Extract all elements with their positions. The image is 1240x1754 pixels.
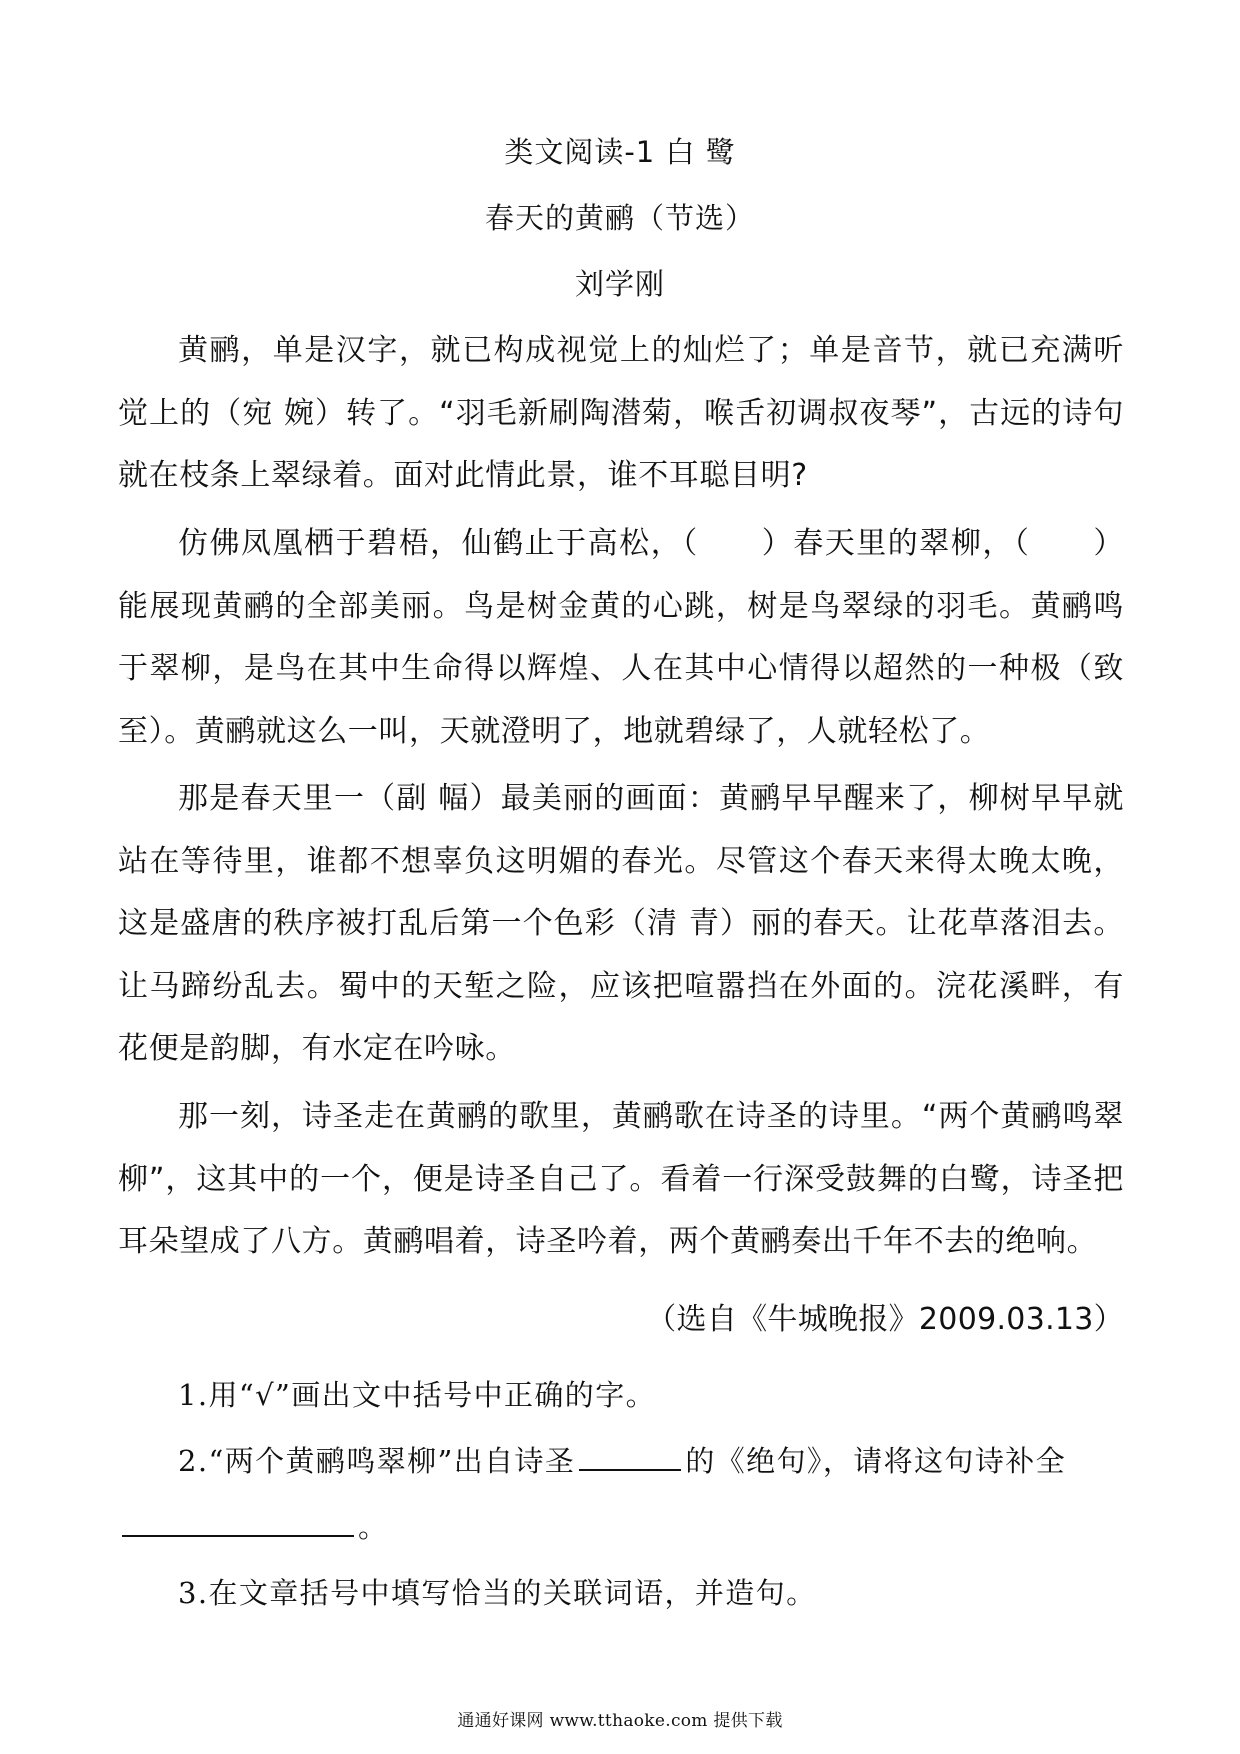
article-source: （选自《牛城晚报》2009.03.13） bbox=[646, 1302, 1124, 1337]
page-title: 类文阅读-1 白 鹭 bbox=[504, 135, 736, 169]
article-author: 刘学刚 bbox=[574, 267, 665, 301]
question-2-text-end: 。 bbox=[358, 1510, 389, 1544]
answer-blank-poet[interactable] bbox=[579, 1439, 681, 1471]
article-paragraph-1: 黄鹂，单是汉字，就已构成视觉上的灿烂了；单是音节，就已充满听觉上的（宛 婉）转了。“羽毛新刷陶潜菊，喉舌初调叔夜琴”，古远的诗句就在枝条上翠绿着。面对此情此景，谁不耳聪目明? bbox=[118, 333, 1124, 493]
page-footer: 通通好课网 www.tthaoke.com 提供下载 bbox=[457, 1711, 783, 1731]
question-3: 3.在文章括号中填写恰当的关联词语，并造句。 bbox=[178, 1576, 817, 1610]
article-title: 春天的黄鹂（节选） bbox=[484, 201, 755, 235]
question-1: 1.用“√”画出文中括号中正确的字。 bbox=[178, 1378, 656, 1412]
question-2 bbox=[118, 1428, 1124, 1560]
article-paragraph-2: 仿佛凤凰栖于碧梧，仙鹤止于高松，（ ）春天里的翠柳，（ ）能展现黄鹂的全部美丽。鸟是树金黄的心跳，树是鸟翠绿的羽毛。黄鹂鸣于翠柳，是鸟在其中生命得以辉煌、人在其中心情得以超然的一种极（致 至）。黄鹂就这么一叫，天就澄明了，地就碧绿了，人就轻松了。 bbox=[118, 526, 1124, 749]
answer-blank-poem-line[interactable] bbox=[122, 1505, 354, 1537]
article-paragraph-3: 那是春天里一（副 幅）最美丽的画面：黄鹂早早醒来了，柳树早早就站在等待里，谁都不想辜负这明媚的春光。尽管这个春天来得太晚太晚，这是盛唐的秩序被打乱后第一个色彩（清 青）丽的春天。让花草落泪去。让马蹄纷乱去。蜀中的天堑之险，应该把喧嚣挡在外面的。浣花溪畔，有花便是韵脚，有水定在吟咏。 bbox=[118, 781, 1124, 1066]
article-paragraph-4: 那一刻，诗圣走在黄鹂的歌里，黄鹂歌在诗圣的诗里。“两个黄鹂鸣翠柳”，这其中的一个，便是诗圣自己了。看着一行深受鼓舞的白鹭，诗圣把耳朵望成了八方。黄鹂唱着，诗圣吟着，两个黄鹂奏出千年不去的绝响。 bbox=[118, 1099, 1124, 1259]
question-2-text-middle: 的《绝句》，请将这句诗补全 bbox=[685, 1444, 1067, 1478]
question-2-text-start: 2.“两个黄鹂鸣翠柳”出自诗圣 bbox=[178, 1444, 576, 1478]
